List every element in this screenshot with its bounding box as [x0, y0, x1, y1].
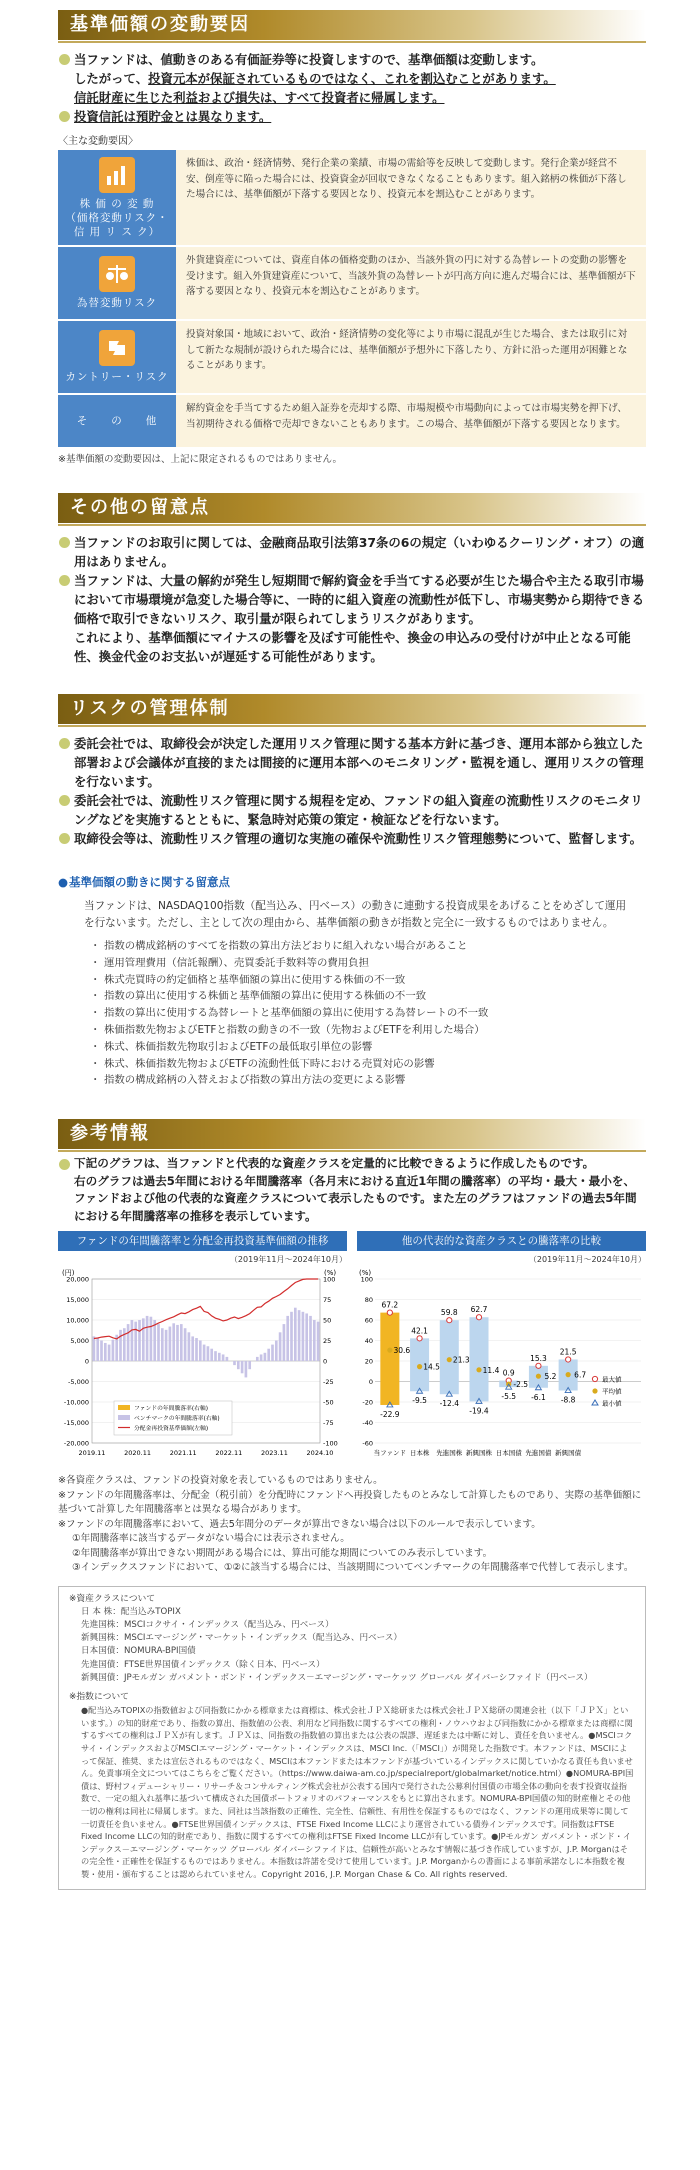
index-heading: ※指数について [69, 1692, 129, 1703]
left-tick-label: 5,000 [70, 1337, 89, 1346]
benchmark-bar [134, 1322, 137, 1361]
x-tick-label: 2020.11 [124, 1449, 152, 1458]
right-tick-label: -75 [323, 1419, 334, 1428]
section-title-volatility: 基準価額の変動要因 [58, 10, 646, 40]
benchmark-bar [313, 1320, 316, 1361]
avg-value-label: -2.5 [513, 1380, 529, 1390]
footnote: ※ファンドの年間騰落率において、過去5年間分のデータが算出できない場合は以下のルールで表示しています。 [58, 1518, 541, 1530]
min-value-label: -5.5 [501, 1392, 517, 1402]
left-tick-label: 0 [84, 1357, 89, 1366]
benchmark-bar [161, 1328, 164, 1361]
benchmark-bar [169, 1327, 172, 1361]
footnote: ①年間騰落率に該当するデータがない場合には表示されません。 [72, 1533, 350, 1545]
benchmark-bar [226, 1357, 229, 1361]
y-axis-unit: (%) [359, 1269, 372, 1278]
benchmark-bar [218, 1353, 221, 1361]
benchmark-bar [153, 1320, 156, 1361]
list-item: ・ 指数の構成銘柄の入替えおよび指数の算出方法の変更による影響 [92, 1072, 646, 1089]
bullet-other-3: これにより、基準価額にマイナスの影響を及ぼす可能性や、換金の申込みの受付けが中止となる可能性、換金代金のお支払いが遅延する可能性があります。 [74, 630, 631, 664]
benchmark-bar [108, 1345, 111, 1361]
bullet-risk-1: 委託会社では、取締役会が決定した運用リスク管理に関する基本方針に基づき、運用本部から独立した部署および会議体が直接的または間接的に運用本部へのモニタリング・監視を通し、運用リスクの管理を行ないます。 [58, 734, 646, 791]
risk-factor-table [58, 150, 646, 447]
min-value-label: -22.9 [380, 1410, 400, 1420]
x-tick-label: 2019.11 [78, 1449, 106, 1458]
country-risk-icon [99, 330, 135, 366]
benchmark-bar [290, 1312, 293, 1361]
asset-class-item: 日 本 株：配当込みTOPIX [81, 1606, 181, 1617]
max-value-label: 15.3 [530, 1353, 547, 1363]
x-tick-label: 2022.11 [215, 1449, 243, 1458]
list-item: ・ 指数の算出に使用する為替レートと基準価額の算出に使用する為替レートの不一致 [92, 1005, 646, 1022]
left-tick-label: -10,000 [63, 1398, 89, 1407]
section-title-risk-management: リスクの管理体制 [58, 694, 646, 724]
asset-class-svg [357, 1265, 646, 1465]
left-tick-label: -5,000 [68, 1378, 89, 1387]
max-marker [476, 1315, 481, 1320]
benchmark-bar [180, 1324, 183, 1361]
min-value-label: -12.4 [439, 1399, 459, 1409]
benchmark-bar [184, 1328, 187, 1361]
min-value-label: -19.4 [469, 1406, 489, 1416]
stock-price-icon [99, 157, 135, 193]
benchmark-bar [195, 1338, 198, 1361]
benchmark-bar [309, 1316, 312, 1361]
min-value-label: -8.8 [560, 1395, 576, 1405]
list-item: ・ 指数の算出に使用する株価と基準価額の算出に使用する株価の不一致 [92, 988, 646, 1005]
benchmark-bar [112, 1340, 115, 1361]
benchmark-bar [100, 1341, 103, 1362]
max-value-label: 62.7 [470, 1305, 488, 1315]
asset-class-reference-box [58, 1586, 646, 1890]
risk-row-other: そ の 他 解約資金を手当てするため組入証券を売却する際、市場規模や市場動向によっては市場実勢を押下げ、当初期待される価格で売却できないこともあります。この場合、基準価額が下落する要因となります。 [58, 395, 646, 447]
benchmark-bar [260, 1355, 263, 1362]
max-marker [447, 1318, 452, 1323]
max-marker [536, 1363, 541, 1368]
bullet-volatility-1: 当ファンドは、値動きのある有価証券等に投資しますので、基準価額は変動します。 したがって、投資元本が保証されているものではなく、これを割込むことがあります。 信託財産に生じた利益および損失は、すべて投資者に帰属します。 [58, 50, 646, 107]
risk-body-stock: 株価は、政治・経済情勢、発行企業の業績、市場の需給等を反映して変動します。発行企業が経営不安、倒産等に陥った場合には、投資資金が回収できなくなることもあります。組入銘柄の株価が下落した場合には、基準価額が下落する要因となり、投資元本を割込むことがあります。 [176, 150, 646, 245]
legend-swatch [592, 1377, 597, 1382]
benchmark-bar [248, 1361, 251, 1369]
legend-swatch [592, 1400, 598, 1405]
range-bar [469, 1317, 488, 1401]
y-tick-label: 40 [364, 1337, 373, 1346]
benchmark-bar [275, 1341, 278, 1362]
max-value-label: 0.9 [502, 1368, 515, 1378]
chart-footnotes [58, 1474, 646, 1576]
list-item: ・ 株式、株価指数先物およびETFの流動性低下時における売買対応の影響 [92, 1056, 646, 1073]
chart-period-left: （2019年11月～2024年10月） [229, 1255, 347, 1265]
benchmark-bar [203, 1345, 206, 1361]
left-tick-label: 10,000 [66, 1316, 89, 1325]
x-tick-label: 2021.11 [169, 1449, 197, 1458]
benchmark-bar [283, 1324, 286, 1361]
benchmark-bar [294, 1308, 297, 1361]
bullet-other-2: 当ファンドは、大量の解約が発生し短期間で解約資金を手当てする必要が生じた場合や主たる取引市場において市場環境が急変した場合等に、一時的に組入資産の流動性が低下し、市場実勢から期待できる価格で取引できないリスク、取引量が限られてしまうリスクがあります。 [58, 571, 646, 628]
right-tick-label: 0 [323, 1357, 328, 1366]
avg-marker [476, 1367, 481, 1372]
category-label: 日本国債 [495, 1449, 522, 1458]
list-item: ・ 株式売買時の約定価格と基準価額の算出に使用する株価の不一致 [92, 972, 646, 989]
bullet-volatility-2: 投資信託は預貯金とは異なります。 [58, 107, 646, 126]
benchmark-bar [237, 1361, 240, 1369]
fund-return-chart [58, 1231, 347, 1468]
benchmark-bar [157, 1324, 160, 1361]
avg-value-label: 11.4 [482, 1365, 500, 1375]
legend-label: 最小値 [602, 1399, 622, 1408]
benchmark-bar [146, 1316, 149, 1361]
max-value-label: 67.2 [381, 1300, 399, 1310]
right-tick-label: 100 [323, 1275, 336, 1284]
risk-body-fx: 外貨建資産については、資産自体の価格変動のほか、当該外貨の円に対する為替レートの変動の影響を受けます。組入外貨建資産について、当該外貨の為替レートが円高方向に進んだ場合には、基準価額が下落する要因となり、投資元本を割込むことがあります。 [176, 247, 646, 319]
max-marker [417, 1336, 422, 1341]
legend-label: 分配金再投資基準価額(左軸) [134, 1426, 209, 1433]
benchmark-bar [93, 1337, 96, 1362]
category-label: 新興国債 [555, 1449, 582, 1458]
x-tick-label: 2024.10 [306, 1449, 334, 1458]
benchmark-bar [264, 1353, 267, 1361]
avg-value-label: 14.5 [423, 1362, 440, 1372]
left-tick-label: 15,000 [66, 1296, 89, 1305]
fund-return-svg [58, 1265, 347, 1465]
bullet-reference: 下記のグラフは、当ファンドと代表的な資産クラスを定量的に比較できるように作成したものです。 右のグラフは過去5年間における年間騰落率（各月末における直近1年間の騰落率）の平均・最大・最小を、ファンドおよび他の代表的な資産クラスについて表示したものです。また左のグラフはファンドの過去5年間における年間騰落率の推移を表示しています。 [58, 1155, 646, 1225]
asset-class-chart [357, 1231, 646, 1468]
risk-body-country: 投資対象国・地域において、政治・経済情勢の変化等により市場に混乱が生じた場合、または取引に対して新たな規制が設けられた場合には、基準価額が予想外に下落したり、方針に沿った運用が困難となることがあります。 [176, 321, 646, 393]
benchmark-bar [286, 1316, 289, 1361]
min-value-label: -9.5 [412, 1396, 427, 1406]
nav-notes-list [58, 938, 646, 1089]
list-item: ・ 運用管理費用（信託報酬）、売買委託手数料等の費用負担 [92, 955, 646, 972]
legend-label: ファンドの年間騰落率(右軸) [134, 1406, 208, 1413]
asset-class-item: 先進国株：MSCIコクサイ・インデックス（配当込み、円ベース） [81, 1620, 334, 1631]
benchmark-bar [210, 1349, 213, 1361]
legend-label: ベンチマークの年間騰落率(右軸) [134, 1416, 220, 1423]
benchmark-bar [199, 1341, 202, 1362]
benchmark-bar [119, 1330, 122, 1361]
benchmark-bar [305, 1314, 308, 1362]
legend-label: 最大値 [602, 1375, 622, 1384]
benchmark-bar [207, 1346, 210, 1361]
benchmark-bar [123, 1328, 126, 1361]
risk-row-stock: 株 価 の 変 動 （価格変動リスク・ 信 用 リ ス ク） 株価は、政治・経済情勢、発行企業の業績、市場の需給等を反映して変動します。発行企業が経営不安、倒産等に陥った場合には、投資資金が回収できなくなることもあります。組入銘柄の株価が下落した場合には、基準価額が下落する要因となり、投資元本を割込むことがあります。 [58, 150, 646, 245]
benchmark-bar [172, 1323, 175, 1361]
section-title-reference: 参考情報 [58, 1119, 646, 1149]
y-tick-label: 100 [360, 1275, 373, 1284]
max-value-label: 42.1 [411, 1326, 428, 1336]
benchmark-bar [245, 1361, 248, 1377]
category-label: 新興国株 [466, 1449, 492, 1458]
currency-scale-icon [99, 256, 135, 292]
footnote: ※各資産クラスは、ファンドの投資対象を表しているものではありません。 [58, 1475, 383, 1487]
left-tick-label: 20,000 [66, 1275, 89, 1284]
main-factors-label: 〈主な変動要因〉 [58, 136, 138, 147]
benchmark-bar [165, 1330, 168, 1361]
benchmark-bar [191, 1337, 194, 1362]
avg-marker [447, 1357, 452, 1362]
benchmark-bar [279, 1332, 282, 1361]
max-value-label: 59.8 [440, 1308, 458, 1318]
category-label: 先進国株 [436, 1449, 463, 1458]
category-label: 先進国債 [525, 1449, 552, 1458]
x-tick-label: 2023.11 [260, 1449, 288, 1458]
benchmark-bar [150, 1317, 153, 1361]
avg-marker [387, 1348, 392, 1353]
benchmark-bar [267, 1349, 270, 1361]
risk-row-country: カントリー・リスク 投資対象国・地域において、政治・経済情勢の変化等により市場に混乱が生じた場合、または取引に対して新たな規制が設けられた場合には、基準価額が予想外に下落したり、方針に沿った運用が困難となることがあります。 [58, 321, 646, 393]
nav-notes-paragraph: 当ファンドは、NASDAQ100指数（配当込み、円ベース）の動きに連動する投資成果をあげることをめざして運用を行ないます。ただし、主として次の理由から、基準価額の動きが指数と完全に一致するものではありません。 [84, 900, 627, 929]
avg-value-label: 5.2 [544, 1372, 557, 1382]
benchmark-bar [127, 1324, 130, 1361]
category-label: 日本株 [409, 1449, 430, 1458]
risk-body-other: 解約資金を手当てするため組入証券を売却する際、市場規模や市場動向によっては市場実勢を押下げ、当初期待される価格で売却できないこともあります。この場合、基準価額が下落する要因となります。 [176, 395, 646, 447]
chart-title-left: ファンドの年間騰落率と分配金再投資基準価額の推移 [58, 1231, 347, 1251]
volatility-note: ※基準価額の変動要因は、上記に限定されるものではありません。 [58, 454, 343, 465]
max-marker [566, 1357, 571, 1362]
benchmark-bar [256, 1357, 259, 1361]
y-tick-label: 60 [364, 1316, 373, 1325]
avg-marker [417, 1364, 422, 1369]
benchmark-bar [138, 1320, 141, 1361]
nav-notes-heading: ● 基準価額の動きに関する留意点 [58, 874, 646, 890]
benchmark-bar [302, 1312, 305, 1361]
legend-swatch [118, 1405, 130, 1410]
asset-class-item: 日本国債：NOMURA-BPI国債 [81, 1646, 196, 1657]
right-tick-label: -100 [323, 1439, 338, 1448]
footnote: ③インデックスファンドにおいて、①②に該当する場合には、当該期間についてベンチマークの年間騰落率で代替して表示します。 [72, 1562, 634, 1574]
benchmark-bar [214, 1351, 217, 1361]
left-axis-unit: (円) [62, 1269, 75, 1278]
chart-title-right: 他の代表的な資産クラスとの騰落率の比較 [357, 1231, 646, 1251]
asset-class-item: 新興国債：JPモルガン ガバメント・ボンド・インデックス－エマージング・マーケッツ グローバル ダイバーシファイド（円ベース） [81, 1672, 593, 1683]
benchmark-bar [241, 1361, 244, 1373]
risk-row-fx: 為替変動リスク 外貨建資産については、資産自体の価格変動のほか、当該外貨の円に対する為替レートの変動の影響を受けます。組入外貨建資産について、当該外貨の為替レートが円高方向に進んだ場合には、基準価額が下落する要因となり、投資元本を割込むことがあります。 [58, 247, 646, 319]
index-disclaimer: ●配当込みTOPIXの指数値および同指数にかかる標章または商標は、株式会社ＪＰＸ総研または株式会社ＪＰＸ総研の関連会社（以下「ＪＰＸ」といいます。）の知的財産であり、指数の算出、指数値の公表、利用など同指数に関するすべての権利・ノウハウおよび同指数にかかる標章または商標に関するすべての権利はＪＰＸが有します。ＪＰＸは、同指数の指数値の算出または公表の誤謬、遅延または中断に対し、責任を負いません。●MSCIコクサイ・インデックスおよびMSCIエマージング・マーケット・インデックスは、MSCI Inc.（「MSCI」）が開発した指数です。本ファンドは、MSCIによって保証、推奨、または宣伝されるものではなく、MSCIは本ファンドまたは本ファンドが基づいているインデックスに関していかなる責任も負いません。免責事項全文についてはこちらをご覧ください。（https://www.daiwa-am.co.jp/specialreport/globalmarket/notice.html）●NOMURA-BPI国債は、野村フィデューシャリー・リサーチ＆コンサルティング株式会社が公表する国内で発行された公募利付国債の市場全体の動向を表す投資収益指数で、一定の組入れ基準に基づいて構成された国債ポートフォリオのパフォーマンスをもとに算出されます。NOMURA-BPI国債の知的財産権とその他一切の権利は同社に帰属します。また、同社は当該指数の正確性、完全性、信頼性、有用性を保証するものではなく、ファンドの運用成果等に関して一切責任を負いません。●FTSE世界国債インデックスは、FTSE Fixed Income LLCにより運営されている債券インデックスです。同指数はFTSE Fixed Income LLCの知的財産であり、指数に関するすべての権利はFTSE Fixed Income LLCが有しています。●JPモルガン ガバメント・ボンド・インデックス－エマージング・マーケッツ グローバル ダイバーシファイドは、信頼性が高いとみなす情報に基づき作成していますが、J.P. Morganはその完全性・正確性を保証するものではありません。本指数は許諾を受けて使用しています。J.P. Morganからの書面による事前承諾なしに本指数を複製・使用・頒布することは認められていません。Copyright 2016, J.P. Morgan Chase & Co. All rights reserved. [81, 1705, 634, 1880]
benchmark-bar [188, 1332, 191, 1361]
y-tick-label: 20 [364, 1357, 373, 1366]
footnote: ※ファンドの年間騰落率は、分配金（税引前）を分配時にファンドへ再投資したものとみなして計算したものであり、実際の基準価額に基づいて計算した年間騰落率とは異なる場合があります。 [58, 1489, 642, 1516]
y-tick-label: -60 [362, 1439, 373, 1448]
y-tick-label: -20 [362, 1398, 373, 1407]
avg-marker [536, 1374, 541, 1379]
bullet-risk-2: 委託会社では、流動性リスク管理に関する規程を定め、ファンドの組入資産の流動性リスクのモニタリングなどを実施するとともに、緊急時対応策の策定・検証などを行ないます。 [58, 791, 646, 829]
section-title-other-notes: その他の留意点 [58, 493, 646, 523]
benchmark-bar [233, 1361, 236, 1365]
footnote: ②年間騰落率が算出できない期間がある場合には、算出可能な期間についてのみ表示しています。 [72, 1547, 493, 1559]
asset-class-item: 先進国債：FTSE世界国債インデックス（除く日本、円ベース） [81, 1659, 325, 1670]
bullet-other-1: 当ファンドのお取引に関しては、金融商品取引法第37条の6の規定（いわゆるクーリング・オフ）の適用はありません。 [58, 533, 646, 571]
chart-period-right: （2019年11月～2024年10月） [528, 1255, 646, 1265]
legend-label: 平均値 [602, 1387, 622, 1396]
benchmark-bar [176, 1325, 179, 1361]
benchmark-bar [131, 1320, 134, 1361]
right-tick-label: 75 [323, 1296, 332, 1305]
bullet-risk-3: 取締役会等は、流動性リスク管理の適切な実施の確保や流動性リスク管理態勢について、監督します。 [58, 829, 646, 848]
right-tick-label: 25 [323, 1337, 332, 1346]
avg-value-label: 6.7 [574, 1370, 587, 1380]
list-item: ・ 指数の構成銘柄のすべてを指数の算出方法どおりに組入れない場合があること [92, 938, 646, 955]
legend-swatch [592, 1389, 597, 1394]
asset-class-item: 新興国株：MSCIエマージング・マーケット・インデックス（配当込み、円ベース） [81, 1633, 403, 1644]
avg-marker [566, 1372, 571, 1377]
benchmark-bar [298, 1310, 301, 1361]
benchmark-bar [271, 1345, 274, 1361]
category-label: 当ファンド [373, 1449, 407, 1458]
list-item: ・ 株式、株価指数先物取引およびETFの最低取引単位の影響 [92, 1039, 646, 1056]
y-tick-label: -40 [362, 1419, 373, 1428]
max-value-label: 21.5 [559, 1347, 577, 1357]
benchmark-bar [96, 1338, 99, 1361]
right-tick-label: -50 [323, 1398, 334, 1407]
benchmark-bar [222, 1355, 225, 1362]
avg-value-label: 21.3 [452, 1355, 470, 1365]
benchmark-bar [142, 1319, 145, 1362]
right-tick-label: 50 [323, 1316, 332, 1325]
left-tick-label: -15,000 [63, 1419, 89, 1428]
min-value-label: -6.1 [531, 1392, 546, 1402]
asset-class-heading: ※資産クラスについて [69, 1593, 156, 1604]
max-marker [387, 1310, 392, 1315]
y-tick-label: 0 [368, 1378, 373, 1387]
right-tick-label: -25 [323, 1378, 334, 1387]
range-bar [380, 1313, 399, 1405]
right-axis-unit: (%) [324, 1269, 337, 1278]
benchmark-bar [104, 1343, 107, 1361]
legend-swatch [118, 1415, 130, 1420]
avg-value-label: 30.6 [393, 1346, 411, 1356]
benchmark-bar [317, 1322, 320, 1361]
list-item: ・ 株価指数先物およびETFと指数の動きの不一致（先物およびETFを利用した場合） [92, 1022, 646, 1039]
left-tick-label: -20,000 [63, 1439, 89, 1448]
y-tick-label: 80 [364, 1296, 373, 1305]
